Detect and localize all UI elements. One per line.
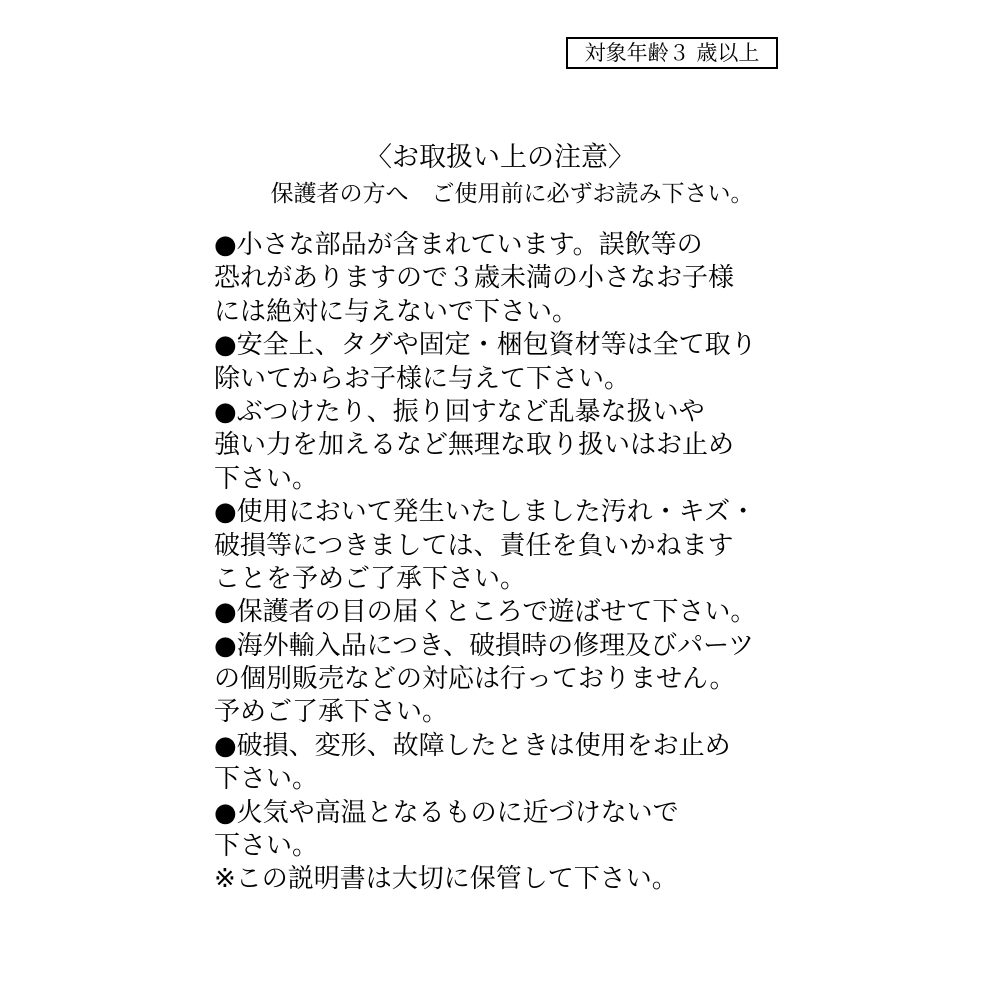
caution-line: には絶対に与えないで下さい。 — [214, 296, 579, 327]
age-rating-badge: 対象年齢３ 歳以上 — [566, 37, 778, 69]
caution-line: ●火気や高温となるものに近づけないで — [214, 797, 679, 828]
caution-line: ことを予めご了承下さい。 — [214, 563, 527, 594]
caution-line: 強い力を加えるなど無理な取り扱いはお止め — [214, 430, 735, 461]
caution-line: ●破損、変形、故障したときは使用をお止め — [214, 730, 731, 761]
caution-line: 除いてからお子様に与えて下さい。 — [214, 363, 631, 394]
caution-line: 下さい。 — [214, 831, 319, 862]
caution-line: ●ぶつけたり、振り回すなど乱暴な扱いや — [214, 396, 705, 427]
caution-line: 恐れがありますので３歳未満の小さなお子様 — [214, 263, 735, 294]
caution-list — [214, 229, 814, 897]
caution-line: 破損等につきましては、責任を負いかねます — [214, 530, 734, 561]
caution-line: ●小さな部品が含まれています。誤飲等の — [214, 230, 703, 260]
caution-line: の個別販売などの対応は行っておりません。 — [214, 664, 736, 695]
caution-line: 下さい。 — [214, 463, 319, 494]
caution-line: 下さい。 — [214, 764, 319, 795]
caution-line: ●海外輸入品につき、破損時の修理及びパーツ — [214, 630, 755, 661]
caution-line: ●使用において発生いたしました汚れ・キズ・ — [214, 497, 757, 528]
document-subtitle: 保護者の方へ ご使用前に必ずお読み下さい。 — [270, 181, 754, 207]
caution-line: ●安全上、タグや固定・梱包資材等は全て取り — [214, 330, 757, 361]
caution-line: 予めご了承下さい。 — [214, 697, 449, 728]
caution-line: ※この説明書は大切に保管して下さい。 — [214, 864, 678, 895]
caution-line: ●保護者の目の届くところで遊ばせて下さい。 — [214, 597, 757, 628]
document-title: 〈お取扱い上の注意〉 — [365, 142, 635, 173]
